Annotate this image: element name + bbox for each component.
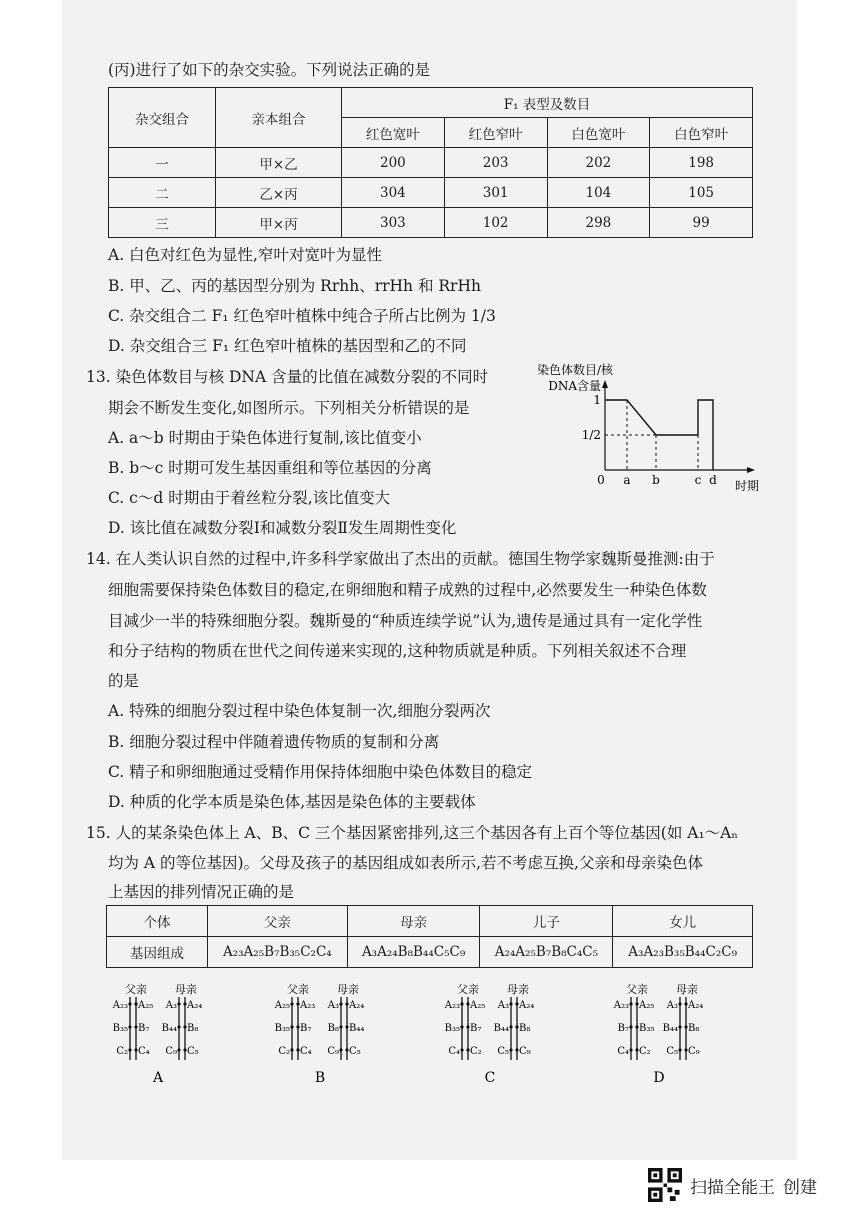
- qr-code-icon: [648, 1168, 682, 1202]
- mother-right-allele: C₉: [688, 1046, 700, 1057]
- father-right-allele: B₃₅: [639, 1023, 655, 1034]
- gene-locus-dot: [629, 1002, 632, 1005]
- cell-parent: 甲×乙: [216, 148, 342, 178]
- q14-stem-5: 的是: [108, 672, 140, 690]
- cell-value: 303: [342, 208, 445, 238]
- th-sub-0: 红色宽叶: [342, 118, 445, 148]
- mother-label: 母亲: [337, 983, 359, 996]
- father-label: 父亲: [287, 983, 309, 996]
- father-left-allele: A₂₅: [274, 1000, 290, 1011]
- father-label: 父亲: [626, 983, 648, 996]
- mother-left-allele: A₃: [497, 1000, 509, 1011]
- mother-left-allele: C₉: [165, 1046, 177, 1057]
- gene-locus-dot: [678, 1048, 681, 1051]
- cell-parent: 甲×丙: [216, 208, 342, 238]
- th-father: 父亲: [208, 906, 348, 937]
- th-f1: F₁ 表型及数目: [342, 88, 753, 118]
- father-right-allele: A₂₅: [138, 1000, 154, 1011]
- father-right-allele: B₇: [470, 1023, 482, 1034]
- th-mother: 母亲: [347, 906, 480, 937]
- cell-value: 202: [547, 148, 650, 178]
- x-tick-label: b: [652, 473, 660, 487]
- gene-locus-dot: [177, 1048, 180, 1051]
- mother-left-allele: A₃: [327, 1000, 339, 1011]
- th-group: 杂交组合: [109, 88, 216, 148]
- father-left-allele: B₃₅: [444, 1023, 460, 1034]
- gene-locus-dot: [290, 1025, 293, 1028]
- option-letter: D: [653, 1070, 665, 1086]
- gene-locus-dot: [290, 1002, 293, 1005]
- cell-group: 三: [109, 208, 216, 238]
- father-left-allele: C₄: [617, 1046, 629, 1057]
- q14-option-d: D. 种质的化学本质是染色体,基因是染色体的主要载体: [108, 793, 476, 811]
- mother-left-allele: B₈: [327, 1023, 339, 1034]
- gene-locus-dot: [460, 1002, 463, 1005]
- father-right-allele: A₂₅: [470, 1000, 486, 1011]
- father-left-allele: C₂: [116, 1046, 128, 1057]
- cell-value: 298: [547, 208, 650, 238]
- mother-label: 母亲: [676, 983, 698, 996]
- q13-option-a: A. a～b 时期由于染色体进行复制,该比值变小: [108, 429, 422, 447]
- gene-locus-dot: [509, 1025, 512, 1028]
- th-sub-1: 红色窄叶: [444, 118, 547, 148]
- chromosome-option-d[interactable]: [597, 982, 717, 1087]
- mother-left-allele: C₅: [497, 1046, 509, 1057]
- gene-locus-dot: [177, 1002, 180, 1005]
- cell-value: 304: [342, 178, 445, 208]
- chromosome-option-a[interactable]: [96, 982, 216, 1087]
- gene-locus-dot: [509, 1002, 512, 1005]
- mother-left-allele: C₅: [666, 1046, 678, 1057]
- th-parent: 亲本组合: [216, 88, 342, 148]
- mother-right-allele: A₂₄: [688, 1000, 704, 1011]
- father-right-allele: C₂: [470, 1046, 482, 1057]
- cell-value: 104: [547, 178, 650, 208]
- table-row: [107, 937, 753, 968]
- gene-locus-dot: [678, 1025, 681, 1028]
- y-axis-label-2: DNA含量: [548, 379, 601, 393]
- mother-left-allele: A₃: [666, 1000, 678, 1011]
- father-left-allele: B₃₅: [274, 1023, 290, 1034]
- q14-option-c: C. 精子和卵细胞通过受精作用保持体细胞中染色体数目的稳定: [108, 763, 533, 781]
- q14-stem-1: 14. 在人类认识自然的过程中,许多科学家做出了杰出的贡献。德国生物学家魏斯曼推测:由于: [86, 550, 715, 568]
- q12-intro: (丙)进行了如下的杂交实验。下列说法正确的是: [108, 61, 431, 79]
- cell-parent: 乙×丙: [216, 178, 342, 208]
- father-right-allele: C₄: [300, 1046, 312, 1057]
- x-tick-label: c: [694, 473, 702, 487]
- table-row: [109, 148, 753, 178]
- mother-left-allele: B₄₄: [662, 1023, 678, 1034]
- th-individual: 个体: [107, 906, 208, 937]
- cell-father-genes: A₂₃A₂₅B₇B₃₅C₂C₄: [208, 937, 348, 968]
- gene-locus-dot: [460, 1048, 463, 1051]
- th-sub-3: 白色窄叶: [650, 118, 753, 148]
- chromosome-option-c[interactable]: [428, 982, 548, 1087]
- cell-group: 一: [109, 148, 216, 178]
- q15-stem-3: 上基因的排列情况正确的是: [108, 883, 295, 901]
- mother-right-allele: B₈: [688, 1023, 700, 1034]
- y-tick-label: 1: [593, 393, 601, 407]
- q13-stem-1: 13. 染色体数目与核 DNA 含量的比值在减数分裂的不同时: [86, 368, 489, 386]
- father-left-allele: A₂₃: [112, 1000, 128, 1011]
- gene-locus-dot: [629, 1048, 632, 1051]
- gene-locus-dot: [339, 1025, 342, 1028]
- option-letter: C: [484, 1070, 496, 1086]
- mother-right-allele: C₉: [519, 1046, 531, 1057]
- mother-left-allele: C₉: [327, 1046, 339, 1057]
- gene-locus-dot: [128, 1025, 131, 1028]
- y-axis-arrow-icon: [602, 380, 608, 388]
- mother-right-allele: B₄₄: [349, 1023, 365, 1034]
- mother-right-allele: C₅: [187, 1046, 199, 1057]
- x-tick-label: d: [709, 473, 717, 487]
- father-label: 父亲: [457, 983, 479, 996]
- th-sub-2: 白色宽叶: [547, 118, 650, 148]
- cell-value: 301: [444, 178, 547, 208]
- father-left-allele: C₂: [278, 1046, 290, 1057]
- q13-option-c: C. c～d 时期由于着丝粒分裂,该比值变大: [108, 489, 391, 507]
- row-label: 基因组成: [107, 937, 208, 968]
- mother-label: 母亲: [507, 983, 529, 996]
- father-left-allele: A₂₃: [444, 1000, 460, 1011]
- q14-stem-3: 目减少一半的特殊细胞分裂。魏斯曼的“种质连续学说”认为,遗传是通过具有一定化学性: [108, 612, 703, 630]
- x-tick-label: a: [623, 473, 631, 487]
- x-tick-label: 0: [597, 473, 605, 487]
- gene-locus-dot: [629, 1025, 632, 1028]
- cell-group: 二: [109, 178, 216, 208]
- cell-value: 99: [650, 208, 753, 238]
- y-axis-label-1: 染色体数目/核: [536, 363, 614, 377]
- cell-value: 198: [650, 148, 753, 178]
- q12-option-b: B. 甲、乙、丙的基因型分别为 Rrhh、rrHh 和 RrHh: [108, 277, 481, 295]
- father-left-allele: A₂₃: [613, 1000, 629, 1011]
- y-tick-label: 1/2: [581, 428, 601, 442]
- q13-stem-2: 期会不断发生变化,如图所示。下列相关分析错误的是: [108, 399, 470, 417]
- gene-locus-dot: [678, 1002, 681, 1005]
- cell-son-genes: A₂₄A₂₅B₇B₈C₄C₅: [480, 937, 613, 968]
- mother-right-allele: A₂₄: [187, 1000, 203, 1011]
- th-son: 儿子: [480, 906, 613, 937]
- app-name: 扫描全能王: [690, 1177, 775, 1198]
- q12-option-d: D. 杂交组合三 F₁ 红色窄叶植株的基因型和乙的不同: [108, 337, 467, 355]
- q15-stem-1: 15. 人的某条染色体上 A、B、C 三个基因紧密排列,这三个基因各有上百个等位基因(如 A₁～Aₙ: [86, 824, 739, 842]
- father-right-allele: B₇: [300, 1023, 312, 1034]
- mother-right-allele: C₅: [349, 1046, 361, 1057]
- q12-option-c: C. 杂交组合二 F₁ 红色窄叶植株中纯合子所占比例为 1/3: [108, 307, 496, 325]
- mother-right-allele: A₂₄: [349, 1000, 365, 1011]
- ratio-line-chart: [515, 360, 760, 495]
- th-daughter: 女儿: [613, 906, 753, 937]
- gene-locus-dot: [290, 1048, 293, 1051]
- cell-value: 203: [444, 148, 547, 178]
- q15-stem-2: 均为 A 的等位基因)。父母及孩子的基因组成如表所示,若不考虑互换,父亲和母亲染色体: [108, 854, 703, 872]
- scanner-watermark: [648, 1167, 817, 1203]
- table-row: [109, 208, 753, 238]
- father-right-allele: A₂₅: [639, 1000, 655, 1011]
- chromosome-option-b[interactable]: [258, 982, 378, 1087]
- cell-daughter-genes: A₃A₂₃B₃₅B₄₄C₂C₉: [613, 937, 753, 968]
- cell-value: 200: [342, 148, 445, 178]
- father-left-allele: B₃₅: [112, 1023, 128, 1034]
- q14-option-b: B. 细胞分裂过程中伴随着遗传物质的复制和分离: [108, 733, 440, 751]
- gene-locus-dot: [460, 1025, 463, 1028]
- father-right-allele: C₄: [138, 1046, 150, 1057]
- ratio-series-line: [605, 400, 713, 470]
- cell-value: 105: [650, 178, 753, 208]
- table-row: [109, 178, 753, 208]
- q13-option-d: D. 该比值在减数分裂Ⅰ和减数分裂Ⅱ发生周期性变化: [108, 519, 457, 537]
- mother-right-allele: B₈: [187, 1023, 199, 1034]
- genotype-table: [106, 905, 753, 968]
- father-right-allele: B₇: [138, 1023, 150, 1034]
- option-letter: B: [314, 1070, 326, 1086]
- cross-experiment-table: [108, 87, 753, 238]
- q14-stem-4: 和分子结构的物质在世代之间传递来实现的,这种物质就是种质。下列相关叙述不合理: [108, 642, 687, 660]
- q12-option-a: A. 白色对红色为显性,窄叶对宽叶为显性: [108, 246, 382, 264]
- gene-locus-dot: [128, 1002, 131, 1005]
- cell-value: 102: [444, 208, 547, 238]
- mother-left-allele: A₃: [165, 1000, 177, 1011]
- x-axis-label: 时期: [734, 479, 759, 493]
- x-axis-arrow-icon: [747, 467, 755, 473]
- q14-stem-2: 细胞需要保持染色体数目的稳定,在卵细胞和精子成熟的过程中,必然要发生一种染色体数: [108, 581, 707, 599]
- cell-mother-genes: A₃A₂₄B₈B₄₄C₅C₉: [347, 937, 480, 968]
- gene-locus-dot: [339, 1048, 342, 1051]
- father-left-allele: C₄: [448, 1046, 460, 1057]
- mother-left-allele: B₄₄: [161, 1023, 177, 1034]
- father-right-allele: A₂₃: [300, 1000, 316, 1011]
- mother-right-allele: B₈: [519, 1023, 531, 1034]
- q13-option-b: B. b～c 时期可发生基因重组和等位基因的分离: [108, 459, 432, 477]
- father-right-allele: C₂: [639, 1046, 651, 1057]
- father-left-allele: B₇: [617, 1023, 629, 1034]
- gene-locus-dot: [128, 1048, 131, 1051]
- gene-locus-dot: [339, 1002, 342, 1005]
- mother-label: 母亲: [175, 983, 197, 996]
- mother-left-allele: B₄₄: [493, 1023, 509, 1034]
- gene-locus-dot: [177, 1025, 180, 1028]
- gene-locus-dot: [509, 1048, 512, 1051]
- q14-option-a: A. 特殊的细胞分裂过程中染色体复制一次,细胞分裂两次: [108, 702, 491, 720]
- option-letter: A: [152, 1070, 164, 1086]
- mother-right-allele: A₂₄: [519, 1000, 535, 1011]
- app-action: 创建: [783, 1177, 817, 1198]
- father-label: 父亲: [125, 983, 147, 996]
